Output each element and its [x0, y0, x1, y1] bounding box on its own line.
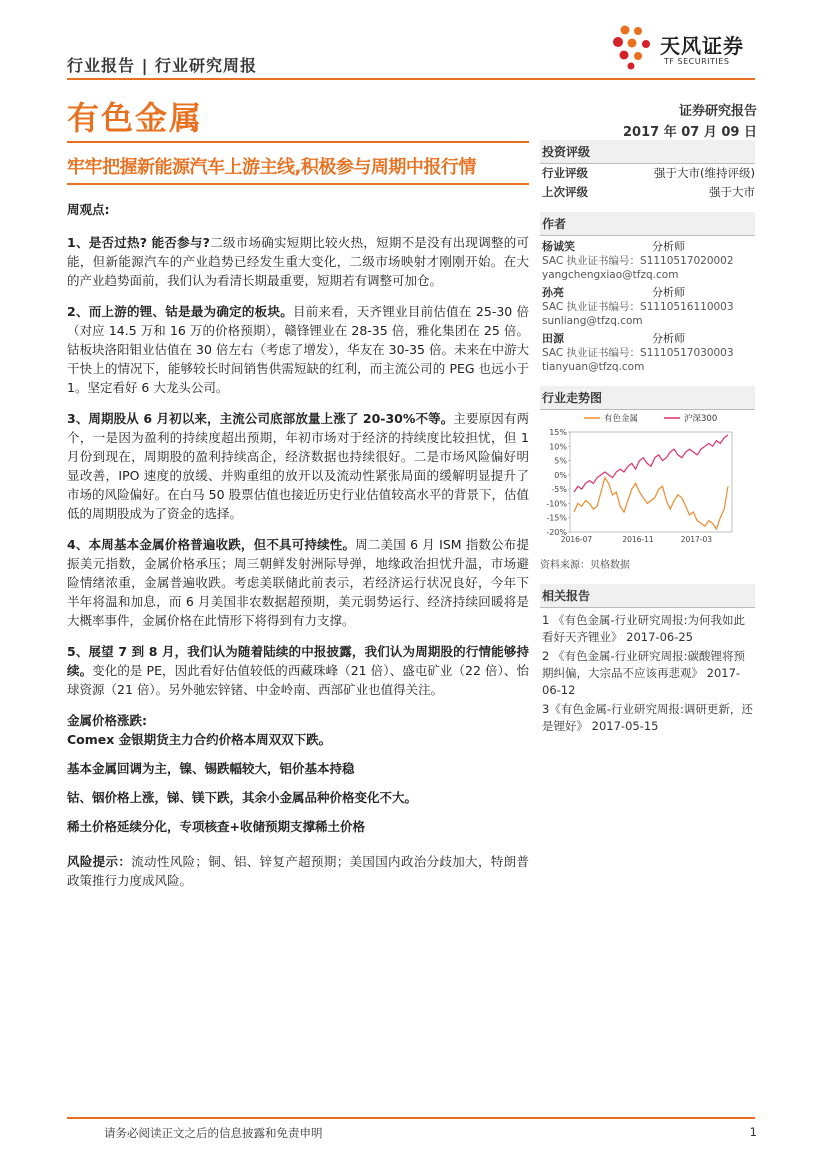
rare-earth-line: 稀土价格延续分化，专项核查+收储预期支撑稀土价格 — [67, 819, 365, 834]
paragraph-3 — [67, 409, 529, 523]
related-list — [540, 612, 755, 735]
headline: 牢牢把握新能源汽车上游主线,积极参与周期中报行情 — [67, 157, 476, 178]
price-label: 金属价格涨跌: — [67, 713, 147, 728]
logo-text-en: TF SECURITIES — [664, 57, 730, 66]
paragraph-4 — [67, 535, 529, 630]
footer-disclaimer[interactable]: 请务必阅读正文之后的信息披露和免责申明 — [104, 1126, 323, 1140]
y-tick-label: 15% — [549, 428, 567, 437]
report-type: 行业报告 | 行业研究周报 — [67, 56, 257, 75]
series-line-hs300 — [574, 435, 728, 492]
chart-source: 资料来源：贝格数据 — [540, 560, 630, 571]
trend-chart — [540, 408, 740, 548]
main-content — [67, 200, 529, 902]
x-tick-label: 2016-07 — [560, 535, 593, 544]
related-item[interactable]: 3《有色金属-行业研究周报:调研更新，还是锂好》 2017-05-15 — [542, 702, 753, 733]
trend-title: 行业走势图 — [540, 386, 755, 410]
headline-top-rule — [67, 141, 529, 143]
weekly-view-label: 周观点: — [67, 202, 110, 217]
report-kind: 证券研究报告 — [678, 104, 757, 119]
risk-section — [67, 852, 529, 890]
rating-title: 投资评级 — [540, 140, 755, 164]
p5-body: 变化的是 PE，因此看好估值较低的西藏珠峰（21 倍）、盛屯矿业（22 倍）、怡球资源（21 倍）。另外驰宏锌锗、中金岭南、西部矿业也值得关注。 — [67, 663, 529, 697]
report-date: 2017 年 07 月 09 日 — [623, 125, 757, 140]
legend-label: 沪深300 — [684, 414, 718, 424]
footer-rule — [67, 1117, 755, 1119]
author-list — [540, 240, 755, 374]
authors-panel — [540, 212, 755, 378]
related-item[interactable]: 1 《有色金属-行业研究周报:为何我如此看好天齐锂业》 2017-06-25 — [542, 613, 745, 644]
rating-row: 行业评级 强于大市(维持评级) — [542, 166, 755, 180]
p1-body: 二级市场确实短期比较火热，短期不是没有出现调整的可能，但新能源汽车的产业趋势已经发生重大变化，二级市场映射才刚刚开始。在大的产业趋势面前，我们认为看清长期最重要，短期若有调整可加仓。 — [67, 235, 529, 288]
y-tick-label: 10% — [549, 442, 567, 452]
p4-body: 周二美国 6 月 ISM 指数公布提振美元指数，金属价格承压；周三朝鲜发射洲际导弹，地缘政治担忧升温，市场避险情绪浓重，金属普遍收跌。考虑美联储此前表示，若经济运行状况良好，今年下半年将温和加息，而 6 月美国非农数据超预期，美元弱势运行、经济持续回暖将是大概率事件，金属价格在此情形下将得到有力支撑。 — [67, 537, 529, 628]
rating-panel — [540, 140, 755, 202]
price-section — [67, 711, 529, 749]
logo-mark-icon — [612, 24, 658, 70]
legend-label: 有色金属 — [604, 414, 639, 424]
company-logo — [612, 24, 772, 70]
related-panel — [540, 584, 755, 737]
paragraph-5 — [67, 642, 529, 699]
page-number: 1 — [749, 1125, 757, 1139]
related-title: 相关报告 — [540, 584, 755, 608]
author-item: 孙亮 分析师 SAC 执业证书编号：S1110516110003 sunliang@tfzq.com — [542, 286, 734, 327]
p5-lead: 5、展望 7 到 8 月，我们认为随着陆续的中报披露，我们认为周期股的行情能够持续。 — [67, 644, 529, 678]
authors-title: 作者 — [540, 212, 755, 236]
paragraph-1 — [67, 233, 529, 290]
p2-body: 目前来看，天齐锂业目前估值在 25-30 倍（对应 14.5 万和 16 万的价格预期），赣锋锂业在 28-35 倍，雅化集团在 25 倍。钴板块洛阳钼业估值在 30 倍左右（考虑了增发），华友在 30-35 倍。未来在中游大干快上的情况下，能够较长时间销售供需短缺的红利，而主流公司的 PEG 也远小于 1。坚定看好 6 大龙头公司。 — [67, 304, 529, 395]
series-line-nonferrous — [574, 478, 728, 529]
y-tick-label: -20% — [546, 528, 567, 537]
p4-lead: 4、本周基本金属价格普遍收跌，但不具可持续性。 — [67, 537, 356, 552]
x-tick-label: 2016-11 — [622, 535, 654, 544]
risk-label: 风险提示： — [67, 854, 132, 869]
p2-lead: 2、而上游的锂、钴是最为确定的板块。 — [67, 304, 293, 319]
header-rule — [67, 78, 755, 80]
author-item: 田源 分析师 SAC 执业证书编号：S1110517030003 tianyuan@tfzq.com — [542, 332, 734, 373]
p3-lead: 3、周期股从 6 月初以来，主流公司底部放量上涨了 20-30%不等。 — [67, 411, 454, 426]
rating-row: 上次评级 强于大市 — [542, 185, 755, 199]
x-tick-label: 2017-03 — [680, 535, 713, 544]
p3-body: 主要原因有两个，一是因为盈利的持续度超出预期，年初市场对于经济的持续度比较担忧，但 1 月份到现在，周期股的盈利持续高企，经济数据也持续很好。二是市场风险偏好明显改善，IPO 速度的放缓、并购重组的放开以及流动性紧张局面的缓解明显提升了市场的风险偏好。在白马 50 股票估值也接近历史行业估值较高水平的背景下，估值低的周期股成为了资金的选择。 — [67, 411, 529, 521]
price-line: Comex 金银期货主力合约价格本周双双下跌。 — [67, 732, 332, 747]
y-tick-label: -10% — [546, 499, 567, 509]
y-tick-label: 0% — [554, 470, 567, 480]
related-item[interactable]: 2 《有色金属-行业研究周报:碳酸锂将预期纠偏，大宗品不应该再悲观》 2017-06-12 — [542, 649, 745, 697]
headline-bottom-rule — [67, 183, 529, 185]
author-item: 杨诚笑 分析师 SAC 执业证书编号：S1110517020002 yangchengxiao@tfzq.com — [542, 240, 734, 281]
paragraph-2 — [67, 302, 529, 397]
p1-lead: 1、是否过热? 能否参与? — [67, 235, 210, 250]
risk-body: 流动性风险；铜、铝、锌复产超预期；美国国内政治分歧加大，特朗普政策推行力度成风险。 — [67, 854, 529, 888]
y-tick-label: -5% — [551, 485, 567, 495]
y-tick-label: -15% — [546, 513, 567, 523]
minor-metal-line: 钴、铟价格上涨，锑、镁下跌，其余小金属品种价格变化不大。 — [67, 790, 418, 805]
y-tick-label: 5% — [554, 456, 567, 466]
trend-panel — [540, 386, 755, 410]
industry-title: 有色金属 — [67, 99, 204, 137]
base-metal-line: 基本金属回调为主，镍、锡跌幅较大，铝价基本持稳 — [67, 761, 355, 776]
logo-text-cn: 天风证券 — [660, 34, 744, 58]
